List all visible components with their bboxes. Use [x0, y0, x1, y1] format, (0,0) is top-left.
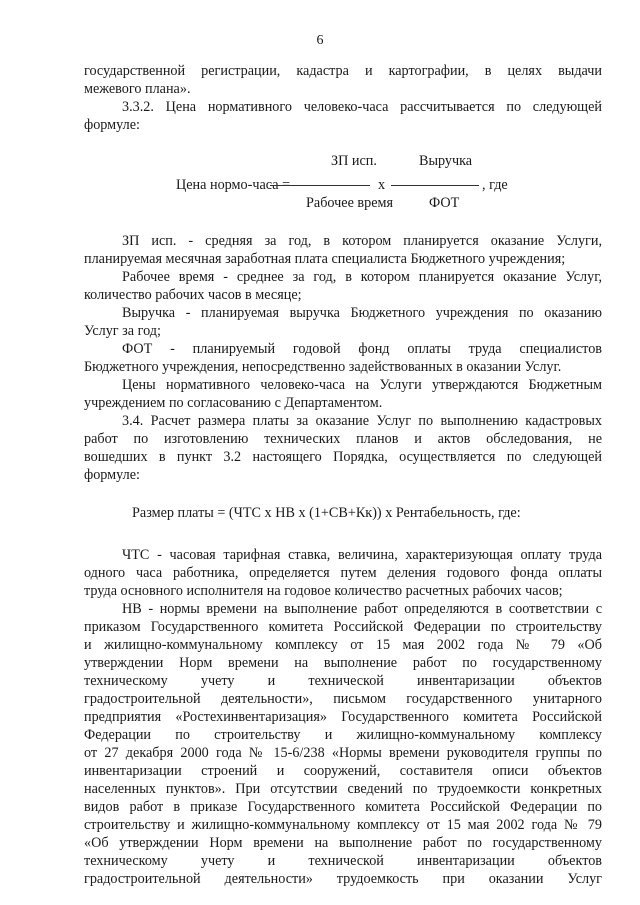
text-line: Цены нормативного человеко-часа на Услуги утверждаются Бюджетным [122, 377, 602, 393]
formula-where: , где [482, 177, 508, 193]
text-line: градостроительной деятельности», письмом государственного унитарного [84, 691, 602, 707]
text-line: 3.4. Расчет размера платы за оказание Услуг по выполнению кадастровых [122, 413, 602, 429]
formula-norm-hour-price [84, 136, 602, 232]
formula-numerator-zp: ЗП исп. [331, 153, 377, 169]
text-line: формуле: [84, 117, 140, 133]
definition-work-time [84, 268, 602, 304]
formula-label: Цена нормо-часа = [176, 177, 291, 193]
formula-payment-size [84, 484, 602, 546]
text-line: предприятия «Ростехинвентаризация» Государственного комитета Российской [84, 709, 602, 725]
fraction-bar [270, 185, 370, 186]
text-line: ФОТ - планируемый годовой фонд оплаты труда специалистов [122, 341, 602, 357]
text-line: Услуг за год; [84, 323, 161, 339]
document-body [84, 62, 602, 888]
paragraph-3-4 [84, 412, 602, 484]
text-line: 3.3.2. Цена нормативного человеко-часа рассчитывается по следующей [122, 99, 602, 115]
definition-fot [84, 340, 602, 376]
definition-zp [84, 232, 602, 268]
text-line: количество рабочих часов в месяце; [84, 287, 302, 303]
text-line: формуле: [84, 467, 140, 483]
text-line: Федерации по строительству и жилищно-коммунальному комплексу [84, 727, 602, 743]
text-line: межевого плана». [84, 81, 191, 97]
formula-denominator-work-time: Рабочее время [306, 195, 394, 211]
text-line: Бюджетного учреждения, непосредственно задействованных в оказании Услуг. [84, 359, 562, 375]
text-line: техническому учету и технической инвентаризации объектов [84, 853, 602, 869]
text-line: работ по изготовлению технических планов и актов обследования, не [84, 431, 602, 447]
text-line: и жилищно-коммунальному комплексу от 15 мая 2002 года № 79 «Об [84, 637, 602, 653]
text-line: государственной регистрации, кадастра и картографии, в целях выдачи [84, 63, 602, 79]
text-line: планируемая месячная заработная плата специалиста Бюджетного учреждения; [84, 251, 566, 267]
text-line: ЧТС - часовая тарифная ставка, величина, характеризующая оплату труда [122, 547, 602, 563]
formula-numerator-revenue: Выручка [419, 153, 473, 169]
text-line: инвентаризации строений и сооружений, составителя описи объектов [84, 763, 602, 779]
text-line: труда основного исполнителя на годовое количество расчетных рабочих часов; [84, 583, 563, 599]
definition-revenue [84, 304, 602, 340]
text-line: учреждением по согласованию с Департаментом. [84, 395, 383, 411]
text-line: приказом Государственного комитета Российской Федерации по строительству [84, 619, 602, 635]
formula-denominator-fot: ФОТ [429, 195, 460, 211]
paragraph-intro [84, 62, 602, 98]
fraction-bar [391, 185, 479, 186]
text-line: НВ - нормы времени на выполнение работ определяются в соответствии с [122, 601, 602, 617]
text-line: градостроительной деятельности» трудоемкость при оказании Услуг [84, 871, 602, 887]
definition-chts [84, 546, 602, 600]
paragraph-prices [84, 376, 602, 412]
formula-multiply-sign: х [378, 177, 386, 193]
text-line: Выручка - планируемая выручка Бюджетного учреждения по оказанию [122, 305, 602, 321]
text-line: ЗП исп. - средняя за год, в котором планируется оказание Услуги, [122, 233, 602, 249]
text-line: населенных пунктов». При отсутствии сведений по трудоемкости конкретных [84, 781, 602, 797]
definition-nv [84, 600, 602, 888]
page-number: 6 [316, 33, 324, 48]
text-line: «Об утверждении Норм времени на выполнение работ по государственному [84, 835, 602, 851]
text-line: видов работ в приказе Государственного комитета Российской Федерации по [84, 799, 602, 815]
text-line: техническому учету и технической инвентаризации объектов [84, 673, 602, 689]
formula-payment-text: Размер платы = (ЧТС х НВ х (1+СВ+Кк)) х Рентабельность, где: [132, 505, 521, 521]
text-line: утверждении Норм времени на выполнение работ по государственному [84, 655, 602, 671]
paragraph-3-3-2 [84, 98, 602, 134]
text-line: одного часа работника, определяется путем деления годового фонда оплаты [84, 565, 602, 581]
text-line: вошедших в пункт 3.2 настоящего Порядка, осуществляется по следующей [84, 449, 602, 465]
text-line: строительству и жилищно-коммунальному комплексу от 15 мая 2002 года № 79 [84, 817, 602, 833]
text-line: Рабочее время - среднее за год, в котором планируется оказание Услуг, [122, 269, 602, 285]
text-line: от 27 декабря 2000 года № 15-6/238 «Нормы времени руководителя группы по [84, 745, 602, 761]
